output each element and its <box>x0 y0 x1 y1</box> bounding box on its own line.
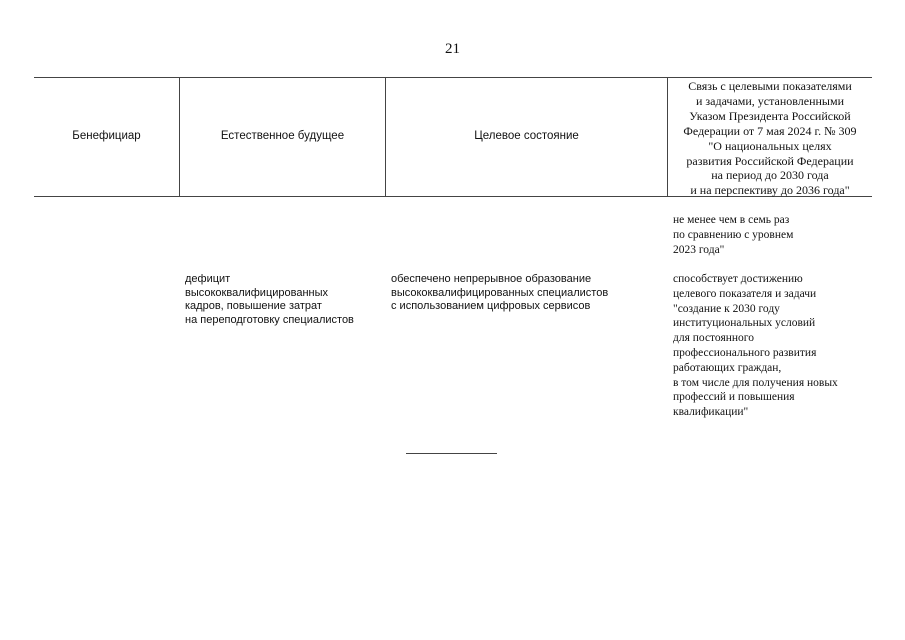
page-number: 21 <box>445 41 460 57</box>
linkage-continuation: не менее чем в семь раз по сравнению с уровнем 2023 года" <box>673 214 794 256</box>
row-natural-future: дефицит высококвалифицированных кадров, повышение затрат на переподготовку специалистов <box>185 273 354 326</box>
header-beneficiary: Бенефициар <box>72 130 141 142</box>
header-natural-future: Естественное будущее <box>220 130 345 142</box>
header-linkage: Связь с целевыми показателями и задачами, установленными Указом Президента Российской Федерации от 7 мая 2024 г. № 309 "О национальных целях развития Российской Федерации на период до 2030 года и на перспективу до 2036 года" <box>683 79 857 198</box>
table-top-border <box>34 77 872 78</box>
row-target-state: обеспечено непрерывное образование высококвалифицированных специалистов с использованием цифровых сервисов <box>391 273 609 312</box>
end-of-table-rule <box>406 453 497 454</box>
row-linkage: способствует достижению целевого показателя и задачи "создание к 2030 году институциональных условий для постоянного профессионального развития работающих граждан, в том числе для получения новых профессий и повышения квалификации" <box>673 273 838 419</box>
header-target-state: Целевое состояние <box>474 130 579 142</box>
